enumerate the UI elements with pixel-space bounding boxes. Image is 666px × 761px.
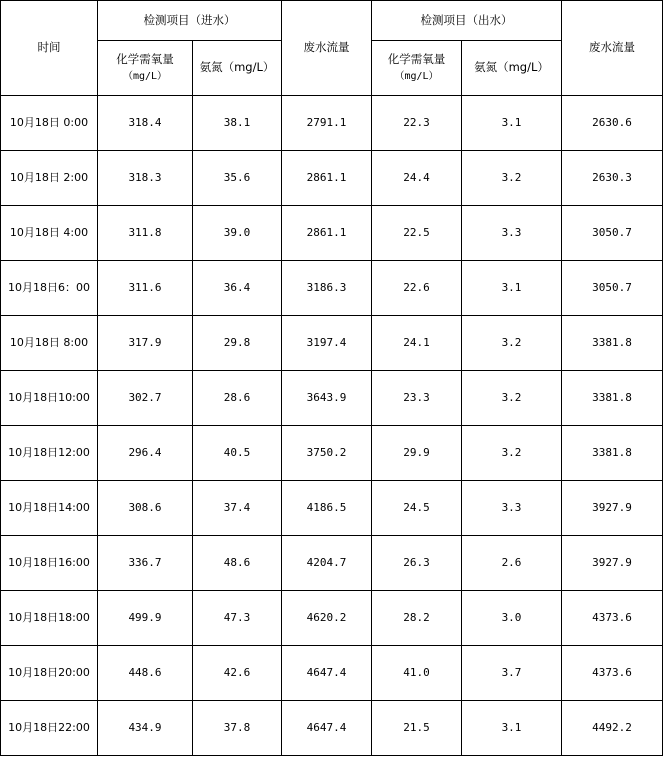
header-inlet-group: 检测项目（进水）	[98, 1, 282, 41]
table-row	[1, 261, 663, 316]
cell-time: 10月18日20:00	[1, 646, 98, 701]
cell-inlet-flow: 2861.1	[282, 206, 372, 261]
cell-inlet-cod: 499.9	[98, 591, 193, 646]
cell-outlet-nh3: 2.6	[462, 536, 562, 591]
header-outlet-group: 检测项目（出水）	[372, 1, 562, 41]
cell-inlet-flow: 4620.2	[282, 591, 372, 646]
cell-inlet-nh3: 35.6	[193, 151, 282, 206]
cell-outlet-flow: 3927.9	[562, 481, 663, 536]
cell-time: 10月18日14:00	[1, 481, 98, 536]
cell-outlet-nh3: 3.2	[462, 151, 562, 206]
header-outlet-cod-label: 化学需氧量	[387, 52, 446, 67]
header-inlet-nh3: 氨氮（mg/L）	[193, 41, 282, 96]
cell-outlet-nh3: 3.2	[462, 371, 562, 426]
cell-outlet-cod: 41.0	[372, 646, 462, 701]
cell-outlet-flow: 3050.7	[562, 261, 663, 316]
cell-outlet-nh3: 3.1	[462, 701, 562, 756]
cell-outlet-flow: 2630.3	[562, 151, 663, 206]
cell-outlet-nh3: 3.7	[462, 646, 562, 701]
cell-time: 10月18日12:00	[1, 426, 98, 481]
header-time: 时间	[1, 1, 98, 96]
cell-inlet-nh3: 38.1	[193, 96, 282, 151]
cell-inlet-cod: 311.6	[98, 261, 193, 316]
cell-outlet-flow: 4373.6	[562, 591, 663, 646]
header-inlet-cod-unit: （mg/L）	[122, 71, 168, 83]
header-inlet-cod-label: 化学需氧量	[116, 52, 174, 67]
cell-outlet-flow: 3381.8	[562, 426, 663, 481]
cell-inlet-cod: 302.7	[98, 371, 193, 426]
header-row-group	[1, 1, 663, 41]
cell-time: 10月18日18:00	[1, 591, 98, 646]
cell-inlet-flow: 2791.1	[282, 96, 372, 151]
table-row	[1, 426, 663, 481]
cell-inlet-flow: 4186.5	[282, 481, 372, 536]
cell-outlet-cod: 24.1	[372, 316, 462, 371]
cell-time: 10月18日16:00	[1, 536, 98, 591]
table-row	[1, 701, 663, 756]
header-outlet-nh3: 氨氮（mg/L）	[462, 41, 562, 96]
cell-inlet-flow: 3197.4	[282, 316, 372, 371]
cell-outlet-nh3: 3.0	[462, 591, 562, 646]
header-outlet-cod	[372, 41, 462, 96]
cell-outlet-cod: 24.5	[372, 481, 462, 536]
cell-outlet-nh3: 3.2	[462, 426, 562, 481]
cell-inlet-flow: 3643.9	[282, 371, 372, 426]
cell-outlet-cod: 28.2	[372, 591, 462, 646]
cell-outlet-nh3: 3.1	[462, 96, 562, 151]
cell-time: 10月18日10:00	[1, 371, 98, 426]
cell-outlet-flow: 3927.9	[562, 536, 663, 591]
cell-inlet-nh3: 39.0	[193, 206, 282, 261]
cell-inlet-nh3: 40.5	[193, 426, 282, 481]
header-outlet-flow: 废水流量	[562, 1, 663, 96]
cell-inlet-nh3: 47.3	[193, 591, 282, 646]
cell-outlet-nh3: 3.1	[462, 261, 562, 316]
cell-outlet-flow: 3381.8	[562, 371, 663, 426]
cell-inlet-cod: 308.6	[98, 481, 193, 536]
cell-outlet-cod: 29.9	[372, 426, 462, 481]
cell-time: 10月18日 4:00	[1, 206, 98, 261]
cell-inlet-nh3: 37.4	[193, 481, 282, 536]
cell-inlet-nh3: 42.6	[193, 646, 282, 701]
cell-outlet-flow: 4492.2	[562, 701, 663, 756]
cell-inlet-cod: 317.9	[98, 316, 193, 371]
cell-inlet-flow: 4204.7	[282, 536, 372, 591]
cell-inlet-cod: 318.4	[98, 96, 193, 151]
cell-inlet-cod: 434.9	[98, 701, 193, 756]
table-row	[1, 371, 663, 426]
cell-outlet-cod: 26.3	[372, 536, 462, 591]
cell-time: 10月18日22:00	[1, 701, 98, 756]
cell-inlet-nh3: 36.4	[193, 261, 282, 316]
cell-inlet-nh3: 37.8	[193, 701, 282, 756]
cell-inlet-nh3: 48.6	[193, 536, 282, 591]
cell-inlet-cod: 318.3	[98, 151, 193, 206]
cell-outlet-nh3: 3.2	[462, 316, 562, 371]
cell-inlet-cod: 448.6	[98, 646, 193, 701]
header-inlet-cod	[98, 41, 193, 96]
cell-time: 10月18日 2:00	[1, 151, 98, 206]
table-row	[1, 151, 663, 206]
cell-outlet-cod: 24.4	[372, 151, 462, 206]
header-outlet-cod-unit: （mg/L）	[394, 71, 439, 83]
cell-inlet-flow: 4647.4	[282, 701, 372, 756]
cell-outlet-cod: 22.5	[372, 206, 462, 261]
header-inlet-flow: 废水流量	[282, 1, 372, 96]
table-row	[1, 96, 663, 151]
cell-inlet-nh3: 28.6	[193, 371, 282, 426]
table-row	[1, 481, 663, 536]
cell-inlet-cod: 311.8	[98, 206, 193, 261]
cell-time: 10月18日6：00	[1, 261, 98, 316]
cell-outlet-nh3: 3.3	[462, 481, 562, 536]
cell-inlet-flow: 2861.1	[282, 151, 372, 206]
cell-inlet-nh3: 29.8	[193, 316, 282, 371]
cell-inlet-cod: 336.7	[98, 536, 193, 591]
table-row	[1, 536, 663, 591]
cell-outlet-flow: 4373.6	[562, 646, 663, 701]
cell-outlet-nh3: 3.3	[462, 206, 562, 261]
cell-outlet-flow: 2630.6	[562, 96, 663, 151]
cell-time: 10月18日 0:00	[1, 96, 98, 151]
cell-inlet-flow: 3186.3	[282, 261, 372, 316]
cell-outlet-flow: 3050.7	[562, 206, 663, 261]
table-row	[1, 316, 663, 371]
cell-time: 10月18日 8:00	[1, 316, 98, 371]
table-row	[1, 591, 663, 646]
cell-inlet-flow: 4647.4	[282, 646, 372, 701]
cell-outlet-cod: 22.3	[372, 96, 462, 151]
cell-inlet-flow: 3750.2	[282, 426, 372, 481]
cell-inlet-cod: 296.4	[98, 426, 193, 481]
cell-outlet-cod: 23.3	[372, 371, 462, 426]
cell-outlet-cod: 22.6	[372, 261, 462, 316]
cell-outlet-flow: 3381.8	[562, 316, 663, 371]
cell-outlet-cod: 21.5	[372, 701, 462, 756]
table-row	[1, 646, 663, 701]
table-row	[1, 206, 663, 261]
